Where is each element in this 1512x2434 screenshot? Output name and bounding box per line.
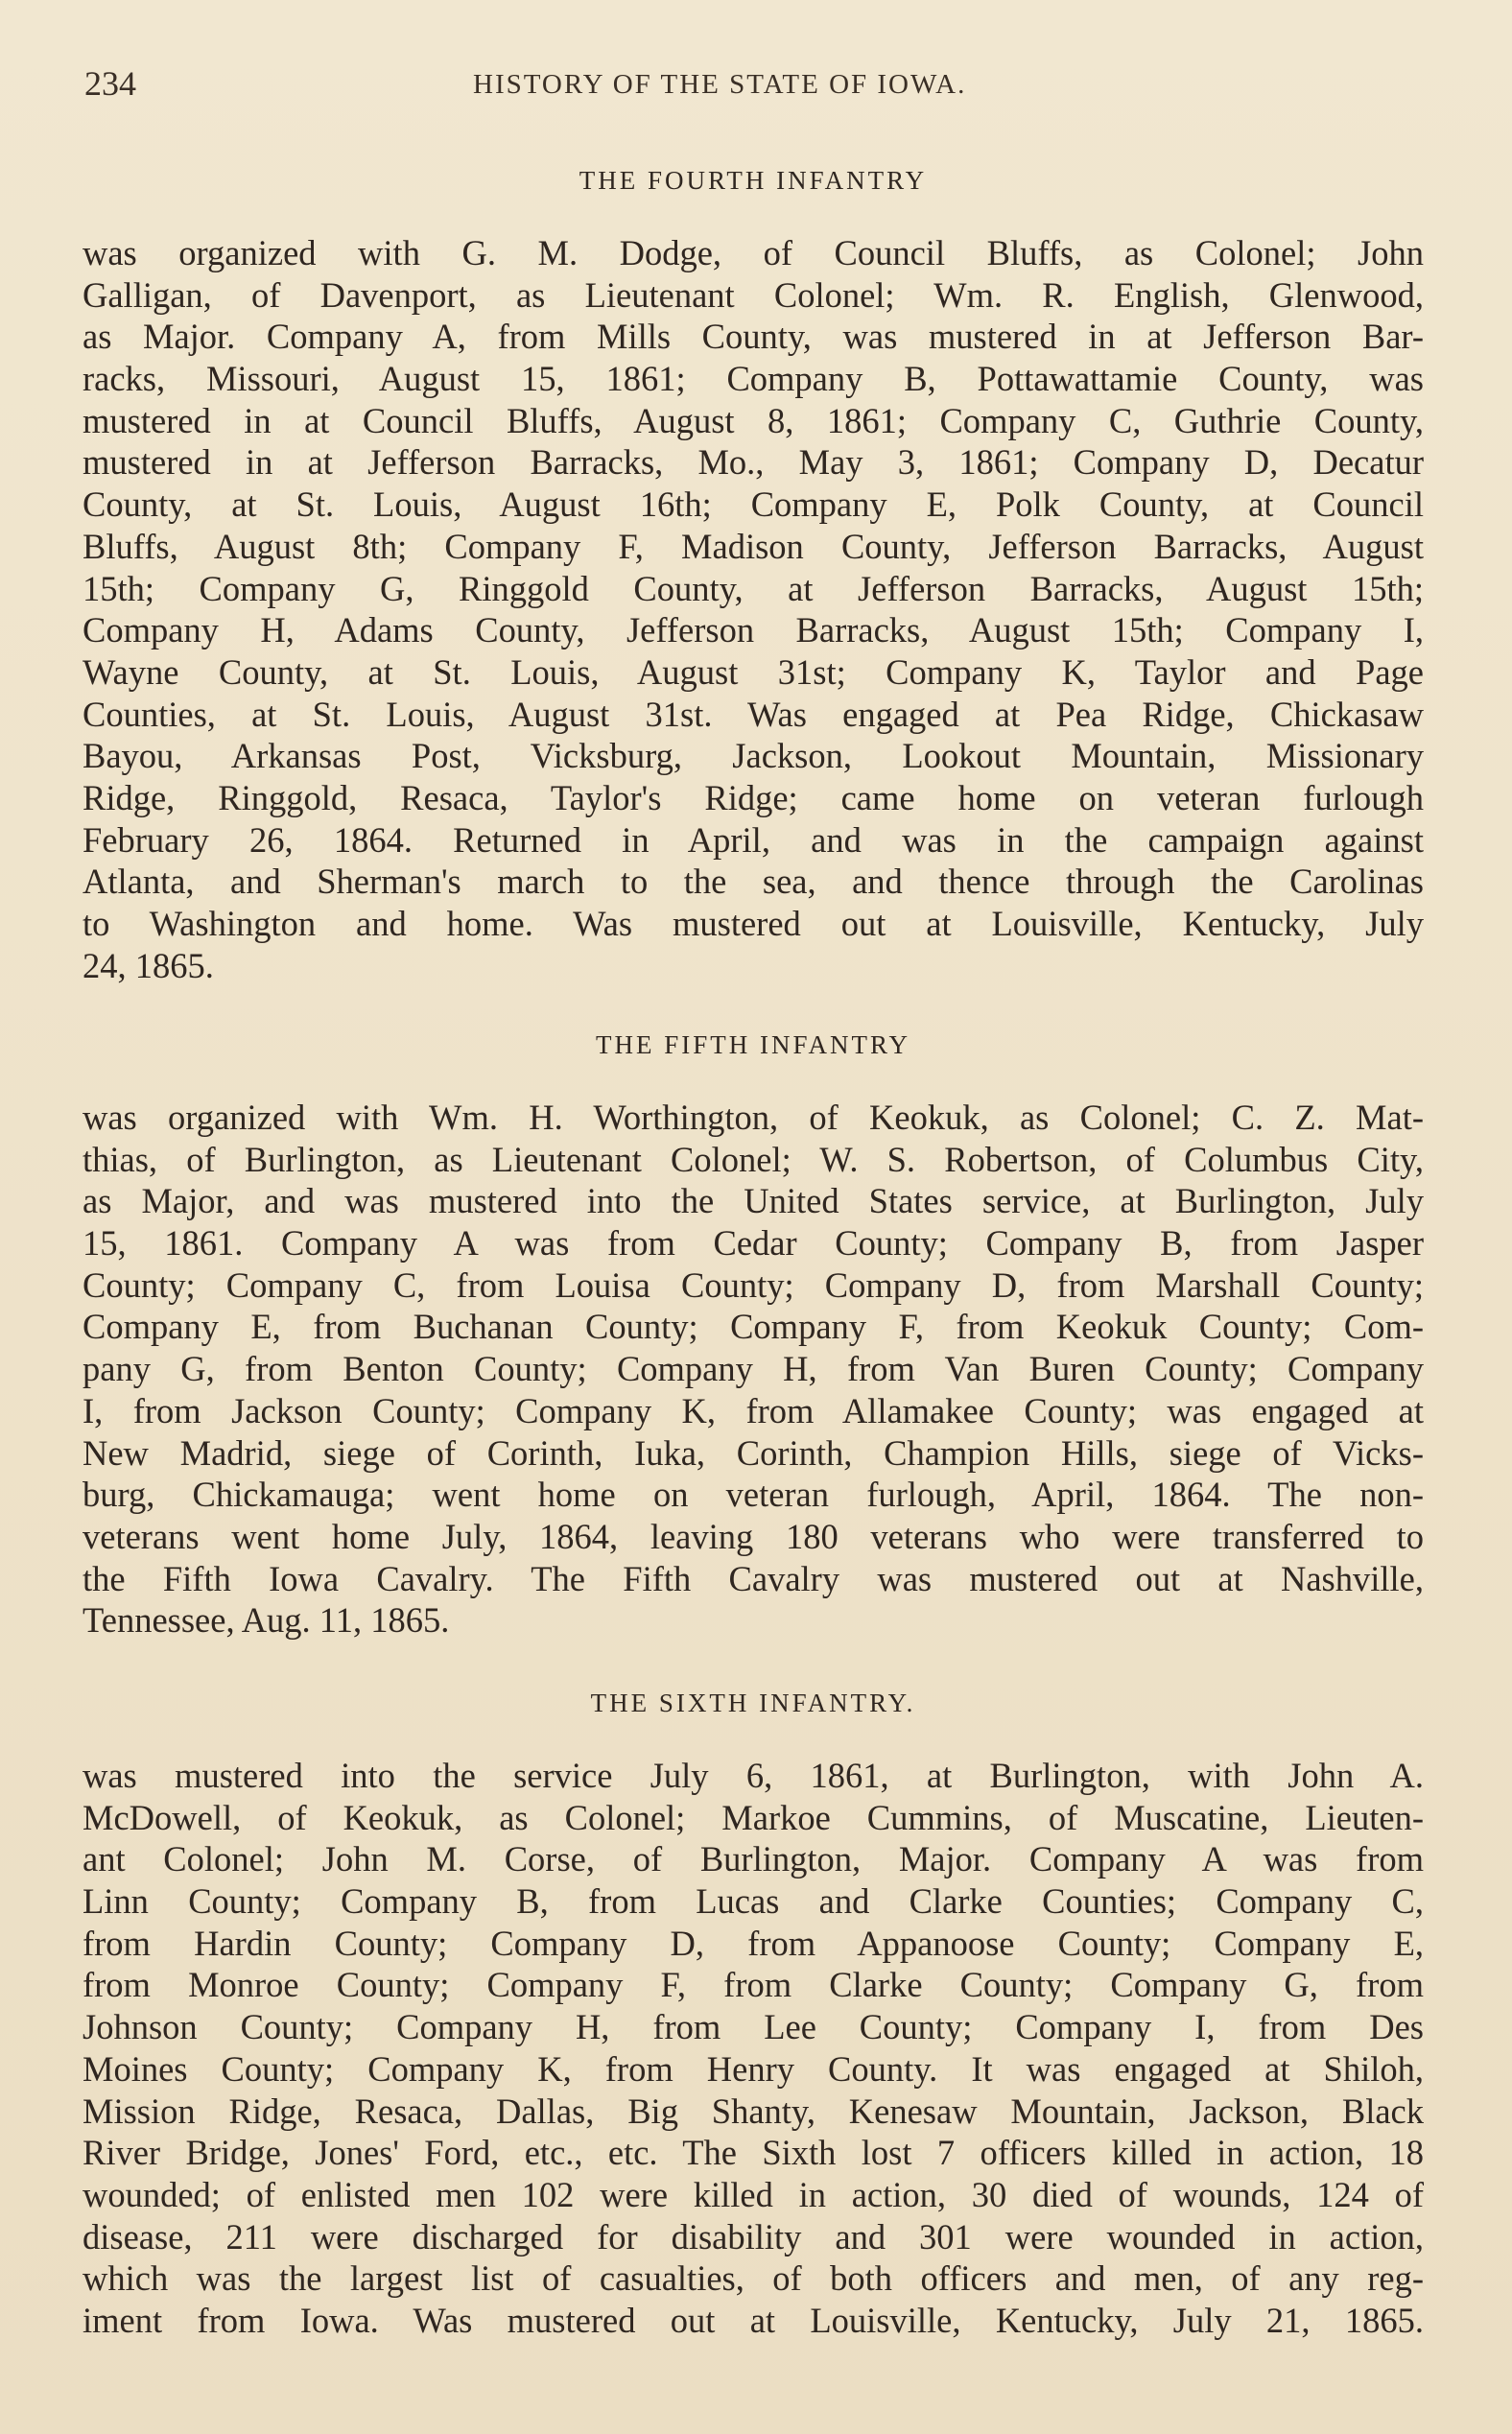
text-line: from Hardin County; Company D, from Appanoose County; Company E, — [83, 1923, 1424, 1963]
text-line: McDowell, of Keokuk, as Colonel; Markoe Cummins, of Muscatine, Lieuten- — [83, 1797, 1424, 1837]
text-line: pany G, from Benton County; Company H, from Van Buren County; Company — [83, 1349, 1424, 1389]
text-line: Galligan, of Davenport, as Lieutenant Colonel; Wm. R. English, Glenwood, — [83, 274, 1424, 315]
section-body — [83, 232, 1424, 986]
text-line: racks, Missouri, August 15, 1861; Company B, Pottawattamie County, was — [83, 359, 1424, 399]
page-number: 234 — [84, 64, 136, 103]
text-line: which was the largest list of casualties, of both officers and men, of any reg- — [83, 2258, 1424, 2299]
text-line: the Fifth Iowa Cavalry. The Fifth Cavalry was mustered out at Nashville, — [83, 1558, 1424, 1598]
running-title: HISTORY OF THE STATE OF IOWA. — [473, 69, 967, 100]
text-line: Atlanta, and Sherman's march to the sea, and thence through the Carolinas — [83, 862, 1424, 902]
text-line: disease, 211 were discharged for disability and 301 were wounded in action, — [83, 2216, 1424, 2257]
text-line: Ridge, Ringgold, Resaca, Taylor's Ridge; came home on veteran furlough — [83, 777, 1424, 817]
text-line: mustered in at Jefferson Barracks, Mo., May 3, 1861; Company D, Decatur — [83, 442, 1424, 483]
text-line: Company H, Adams County, Jefferson Barracks, August 15th; Company I, — [83, 610, 1424, 650]
text-line: New Madrid, siege of Corinth, Iuka, Corinth, Champion Hills, siege of Vicks- — [83, 1432, 1424, 1473]
text-line: as Major, and was mustered into the United States service, at Burlington, July — [83, 1181, 1424, 1221]
text-line: February 26, 1864. Returned in April, and was in the campaign against — [83, 819, 1424, 860]
text-line: 15, 1861. Company A was from Cedar County; Company B, from Jasper — [83, 1223, 1424, 1264]
text-line: as Major. Company A, from Mills County, was mustered in at Jefferson Bar- — [83, 317, 1424, 357]
text-line: mustered in at Council Bluffs, August 8, 1861; Company C, Guthrie County, — [83, 400, 1424, 440]
text-line: was organized with Wm. H. Worthington, of Keokuk, as Colonel; C. Z. Mat- — [83, 1098, 1424, 1137]
text-line: veterans went home July, 1864, leaving 180 veterans who were transferred to — [83, 1516, 1424, 1556]
text-line: iment from Iowa. Was mustered out at Louisville, Kentucky, July 21, 1865. — [83, 2300, 1424, 2340]
text-line: Mission Ridge, Resaca, Dallas, Big Shanty, Kenesaw Mountain, Jackson, Black — [83, 2091, 1424, 2131]
text-line: from Monroe County; Company F, from Clarke County; Company G, from — [83, 1965, 1424, 2005]
section-fourth-infantry — [83, 161, 1424, 986]
text-line: I, from Jackson County; Company K, from Allamakee County; was engaged at — [83, 1390, 1424, 1430]
section-body — [83, 1755, 1424, 2342]
text-line: River Bridge, Jones' Ford, etc., etc. The Sixth lost 7 officers killed in action, 18 — [83, 2133, 1424, 2173]
running-head — [84, 63, 1428, 111]
text-line: was mustered into the service July 6, 1861, at Burlington, with John A. — [83, 1756, 1424, 1795]
text-line: 24, 1865. — [83, 945, 214, 985]
text-line: 15th; Company G, Ringgold County, at Jefferson Barracks, August 15th; — [83, 568, 1424, 608]
text-line: Johnson County; Company H, from Lee County; Company I, from Des — [83, 2007, 1424, 2047]
text-line: was organized with G. M. Dodge, of Council Bluffs, as Colonel; John — [83, 233, 1424, 272]
text-line: Wayne County, at St. Louis, August 31st; Company K, Taylor and Page — [83, 651, 1424, 692]
text-line: Linn County; Company B, from Lucas and Clarke Counties; Company C, — [83, 1881, 1424, 1922]
text-line: Bayou, Arkansas Post, Vicksburg, Jackson, Lookout Mountain, Missionary — [83, 736, 1424, 776]
text-line: Company E, from Buchanan County; Company F, from Keokuk County; Com- — [83, 1307, 1424, 1347]
text-line: Bluffs, August 8th; Company F, Madison County, Jefferson Barracks, August — [83, 526, 1424, 566]
text-line: Counties, at St. Louis, August 31st. Was engaged at Pea Ridge, Chickasaw — [83, 694, 1424, 734]
section-heading: THE FIFTH INFANTRY — [595, 1030, 910, 1059]
section-body — [83, 1097, 1424, 1642]
section-heading: THE FOURTH INFANTRY — [579, 166, 928, 195]
text-line: County; Company C, from Louisa County; Company D, from Marshall County; — [83, 1264, 1424, 1305]
section-sixth-infantry — [83, 1684, 1424, 2342]
text-line: County, at St. Louis, August 16th; Company E, Polk County, at Council — [83, 484, 1424, 525]
text-line: Tennessee, Aug. 11, 1865. — [83, 1600, 450, 1641]
text-line: wounded; of enlisted men 102 were killed in action, 30 died of wounds, 124 of — [83, 2174, 1424, 2214]
section-fifth-infantry — [83, 1026, 1424, 1642]
text-line: burg, Chickamauga; went home on veteran furlough, April, 1864. The non- — [83, 1475, 1424, 1515]
text-line: to Washington and home. Was mustered out at Louisville, Kentucky, July — [83, 904, 1424, 943]
section-heading: THE SIXTH INFANTRY. — [590, 1689, 916, 1717]
text-line: Moines County; Company K, from Henry County. It was engaged at Shiloh, — [83, 2048, 1424, 2089]
text-line: thias, of Burlington, as Lieutenant Colonel; W. S. Robertson, of Columbus City, — [83, 1139, 1424, 1179]
text-line: ant Colonel; John M. Corse, of Burlington, Major. Company A was from — [83, 1839, 1424, 1879]
